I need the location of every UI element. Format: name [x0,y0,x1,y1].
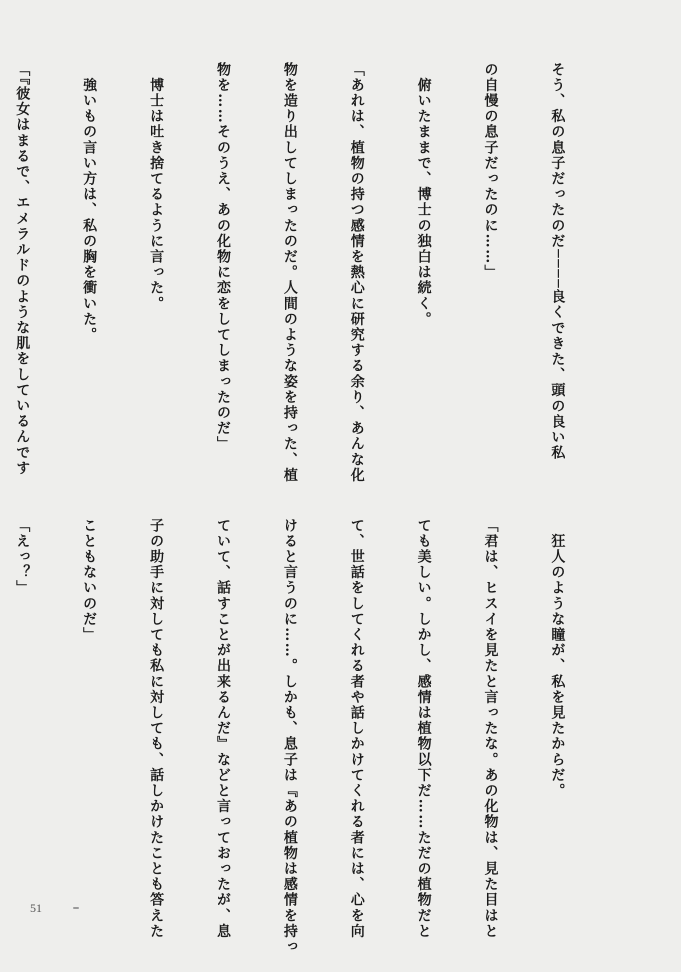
text-line: て、世話をしてくれる者や話しかけてくれる者には、心を向 [348,518,365,940]
text-line: 強いもの言い方は、私の胸を衝いた。 [81,62,98,343]
text-line: の自慢の息子だったのに……」 [482,62,499,281]
text-line: 物を造り出してしまったのだ。人間のような姿を持った、植 [281,62,298,484]
text-line: 「あれは、植物の持つ感情を熱心に研究する余り、あんな化 [348,62,365,484]
page-number: 51 [30,901,42,915]
text-line: こともないのだ」 [81,518,98,643]
text-line: 物を……そのうえ、あの化物に恋をしてしまったのだ」 [214,62,231,452]
scan-speck [73,907,79,909]
text-line: ても美しい。しかし、感情は植物以下だ……ただの植物だと [415,518,432,940]
text-line: 「君は、ヒスイを見たと言ったな。あの化物は、見た目はと [482,518,499,940]
text-line: 博士は吐き捨てるように言った。 [148,62,165,312]
text-line: 俯いたままで、博士の独白は続く。 [415,62,432,328]
text-line: 「えっ？」 [14,518,31,596]
text-line: ていて、話すことが出来るんだ』などと言っておったが、息 [214,518,231,940]
text-block-top [14,62,613,507]
text-line: そう、私の息子だったのだ────良くできた、頭の良い私 [549,62,566,461]
text-line: 「『彼女はまるで、エメラルドのような肌をしているんです [14,62,31,477]
text-line: 狂人のような瞳が、私を見たからだ。 [549,518,566,799]
text-line: 子の助手に対しても私に対しても、話しかけたことも答えた [148,518,165,940]
text-line: けると言うのに……。しかも、息子は『あの植物は感情を持っ [281,518,298,955]
